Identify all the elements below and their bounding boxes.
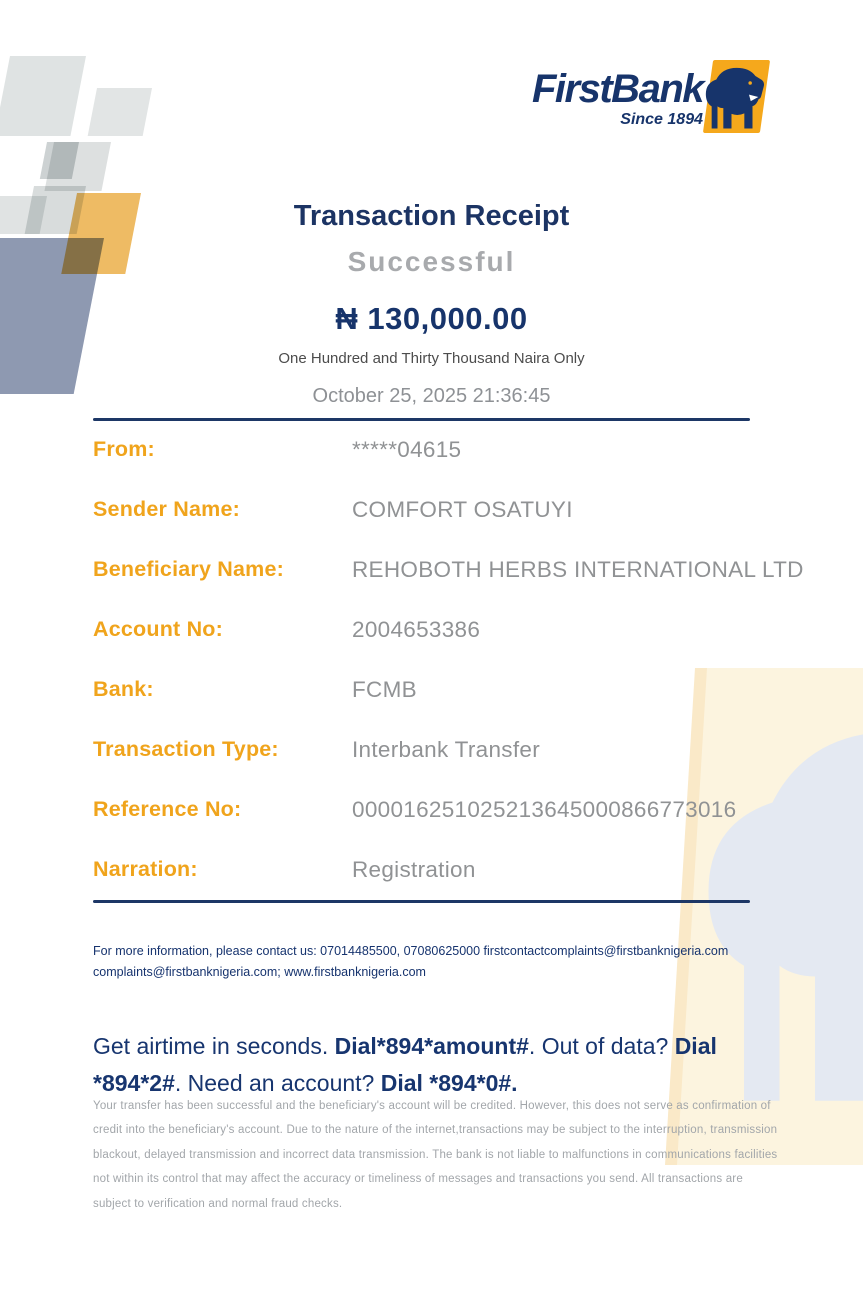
decorative-square bbox=[0, 56, 86, 136]
detail-label: Account No: bbox=[93, 617, 223, 641]
detail-value: 000016251025213645000866773016 bbox=[352, 797, 737, 822]
promo-ussd-code: Dial*894*amount# bbox=[334, 1033, 529, 1059]
detail-value: Interbank Transfer bbox=[352, 737, 540, 762]
brand-name: FirstBank bbox=[532, 67, 703, 111]
detail-label: Transaction Type: bbox=[93, 737, 279, 761]
detail-row-sender-name bbox=[93, 497, 853, 557]
disclaimer-text: Your transfer has been successful and the beneficiary's account will be credited. However, this does not serve as confirmation of credit into the beneficiary's account. Due to the nature of the internet,transactions may be subject to the interruption, transmission blackout, delayed transmission and incorrect data transmission. The bank is not liable to malfunctions in communications facilities not within its control that may affect the accuracy or timeliness of messages and transactions you send. All transactions are subject to verification and normal fraud checks. bbox=[93, 1100, 778, 1210]
contact-info: For more information, please contact us: 07014485500, 07080625000 firstcontactcomplaints@firstbanknigeria.com complaints@firstbanknigeria.com; www.firstbanknigeria.com bbox=[93, 944, 729, 979]
brand-elephant-badge bbox=[708, 60, 765, 133]
decorative-square bbox=[44, 142, 111, 191]
transaction-date: October 25, 2025 21:36:45 bbox=[312, 385, 551, 407]
detail-row-bank bbox=[93, 677, 853, 737]
detail-value: Registration bbox=[352, 857, 476, 882]
detail-value: 2004653386 bbox=[352, 617, 481, 642]
receipt-header bbox=[0, 200, 863, 408]
detail-label: Reference No: bbox=[93, 797, 242, 821]
airtime-promo bbox=[93, 1028, 771, 1102]
detail-label: Narration: bbox=[93, 857, 198, 881]
brand-tagline: Since 1894 bbox=[620, 111, 703, 128]
promo-ussd-code: Dial *894*2# bbox=[93, 1033, 717, 1096]
status-label: Successful bbox=[347, 246, 516, 277]
amount-in-words: One Hundred and Thirty Thousand Naira Only bbox=[278, 350, 585, 367]
divider-bottom bbox=[93, 900, 750, 903]
page-title: Transaction Receipt bbox=[293, 200, 570, 232]
detail-label: From: bbox=[93, 437, 155, 461]
amount: ₦ 130,000.00 bbox=[335, 301, 528, 336]
detail-row-reference-no bbox=[93, 797, 853, 857]
detail-label: Bank: bbox=[93, 677, 154, 701]
detail-row-narration bbox=[93, 857, 853, 917]
decorative-square bbox=[88, 88, 152, 136]
detail-value: COMFORT OSATUYI bbox=[352, 497, 573, 522]
transaction-details bbox=[93, 437, 853, 917]
detail-row-from bbox=[93, 437, 853, 497]
detail-value: *****04615 bbox=[352, 437, 462, 462]
brand-logo-text bbox=[532, 69, 703, 129]
promo-text: . Need an account? bbox=[174, 1070, 381, 1096]
detail-row-account-no bbox=[93, 617, 853, 677]
elephant-icon bbox=[700, 62, 770, 132]
detail-label: Sender Name: bbox=[93, 497, 240, 521]
promo-ussd-code: Dial *894*0#. bbox=[380, 1070, 518, 1096]
divider-top bbox=[93, 418, 750, 421]
promo-text: . Out of data? bbox=[528, 1033, 675, 1059]
detail-value: REHOBOTH HERBS INTERNATIONAL LTD bbox=[352, 557, 804, 582]
detail-row-beneficiary-name bbox=[93, 557, 853, 617]
detail-label: Beneficiary Name: bbox=[93, 557, 285, 581]
detail-row-transaction-type bbox=[93, 737, 853, 797]
detail-value: FCMB bbox=[352, 677, 417, 702]
promo-text: Get airtime in seconds. bbox=[93, 1033, 335, 1059]
brand-logo bbox=[532, 60, 765, 133]
